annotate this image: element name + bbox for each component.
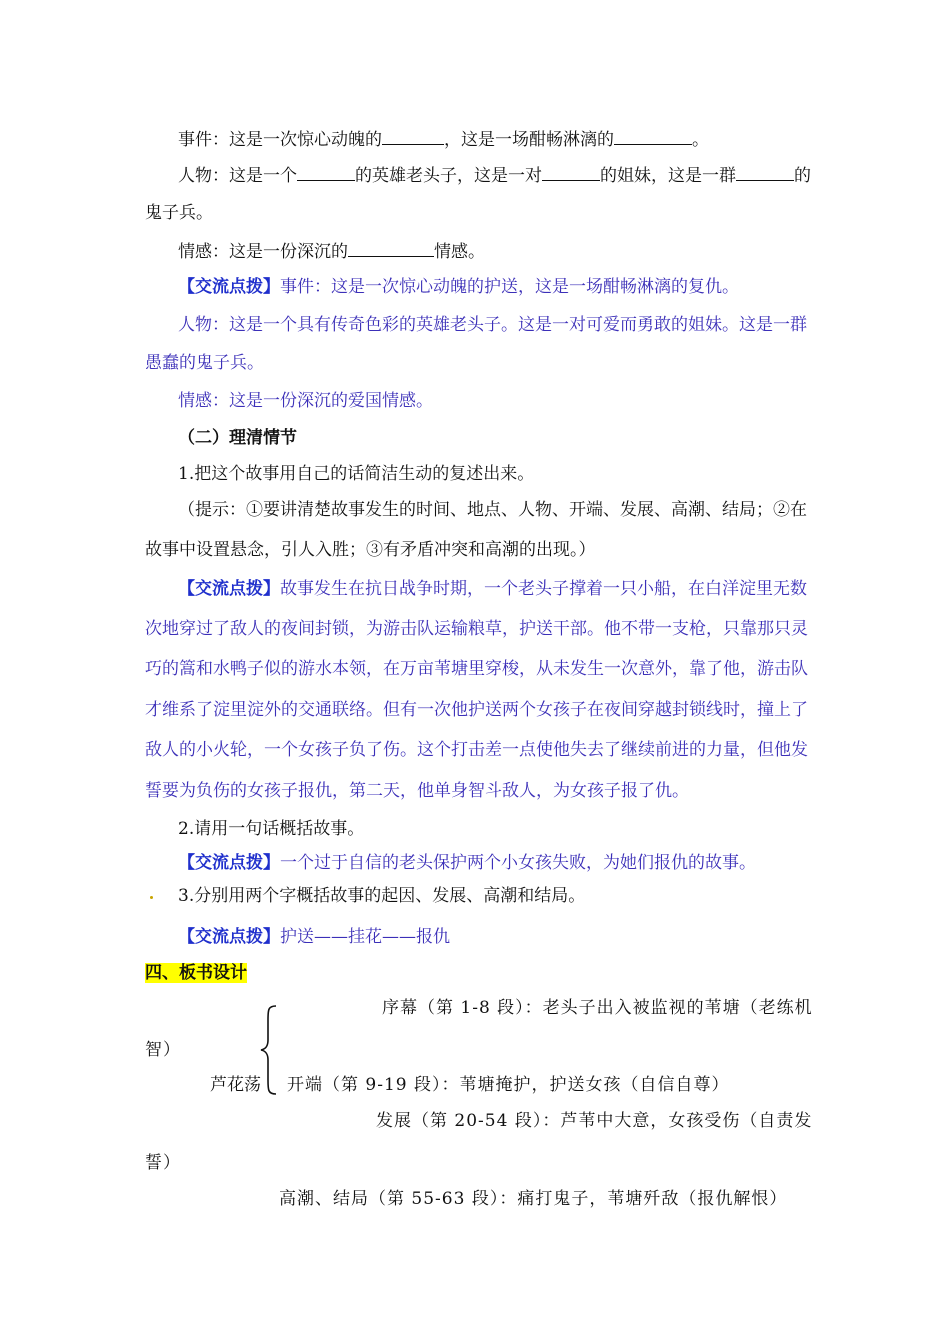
question-3: 3.分别用两个字概括故事的起因、发展、高潮和结局。 bbox=[178, 886, 586, 906]
person-text-c: 的姐妹，这是一群 bbox=[600, 166, 736, 186]
answer-q3 bbox=[178, 926, 450, 948]
hint-line-1: （提示：①要讲清楚故事发生的时间、地点、人物、开端、发展、高潮、结局；②在 bbox=[178, 500, 807, 520]
answer-q2-text: 一个过于自信的老头保护两个小女孩失败，为她们报仇的故事。 bbox=[280, 853, 756, 873]
answer-tag: 【交流点拨】 bbox=[178, 927, 280, 947]
event-text-c: 。 bbox=[692, 130, 709, 150]
answer-q1-line-4: 才维系了淀里淀外的交通联络。但有一次他护送两个女孩子在夜间穿越封锁线时，撞上了 bbox=[145, 700, 808, 720]
board-center-title: 芦花荡 bbox=[210, 1075, 261, 1095]
fill-event-line bbox=[178, 128, 709, 151]
emotion-text-b: 情感。 bbox=[434, 242, 485, 262]
question-1: 1.把这个故事用自己的话简洁生动的复述出来。 bbox=[178, 464, 535, 484]
answer-tag: 【交流点拨】 bbox=[178, 277, 280, 297]
board-heading-wrap bbox=[145, 962, 247, 984]
board-heading: 四、板书设计 bbox=[145, 963, 247, 983]
blank-event-2 bbox=[614, 128, 692, 145]
answer-q3-text: 护送——挂花——报仇 bbox=[280, 927, 450, 947]
board-item-3-b: 誓） bbox=[145, 1153, 181, 1173]
answer1-event bbox=[178, 276, 739, 298]
answer1-person-line-1: 人物：这是一个具有传奇色彩的英雄老头子。这是一对可爱而勇敢的姐妹。这是一群 bbox=[178, 315, 807, 335]
answer1-emotion: 情感：这是一份深沉的爱国情感。 bbox=[178, 391, 433, 411]
board-item-2: 开端（第 9-19 段）：苇塘掩护，护送女孩（自信自尊） bbox=[287, 1075, 730, 1095]
person-text-b: 的英雄老头子，这是一对 bbox=[355, 166, 542, 186]
blank-event-1 bbox=[382, 128, 444, 145]
answer-q1-line-1 bbox=[178, 578, 807, 600]
event-text-b: ，这是一场酣畅淋漓的 bbox=[444, 130, 614, 150]
fill-person-line bbox=[178, 164, 811, 187]
board-item-3-a: 发展（第 20-54 段）：芦苇中大意，女孩受伤（自责发 bbox=[376, 1111, 813, 1131]
stray-mark bbox=[150, 896, 153, 899]
answer-q1-line-2: 次地穿过了敌人的夜间封锁，为游击队运输粮草，护送干部。他不带一支枪，只靠那只灵 bbox=[145, 619, 808, 639]
answer-tag: 【交流点拨】 bbox=[178, 579, 280, 599]
person-text-d: 的 bbox=[794, 166, 811, 186]
answer-q1-text-1: 故事发生在抗日战争时期，一个老头子撑着一只小船，在白洋淀里无数 bbox=[280, 579, 807, 599]
board-item-4: 高潮、结局（第 55-63 段）：痛打鬼子，苇塘歼敌（报仇解恨） bbox=[279, 1189, 788, 1209]
event-text-a: 事件：这是一次惊心动魄的 bbox=[178, 130, 382, 150]
blank-person-1 bbox=[297, 164, 355, 181]
answer-q1-line-6: 誓要为负伤的女孩子报仇，第二天，他单身智斗敌人，为女孩子报了仇。 bbox=[145, 781, 689, 801]
person-text-a: 人物：这是一个 bbox=[178, 166, 297, 186]
blank-emotion bbox=[348, 240, 434, 257]
answer-q1-line-5: 敌人的小火轮，一个女孩子负了伤。这个打击差一点使他失去了继续前进的力量，但他发 bbox=[145, 740, 808, 760]
hint-line-2: 故事中设置悬念，引人入胜；③有矛盾冲突和高潮的出现。） bbox=[145, 540, 596, 560]
blank-person-2 bbox=[542, 164, 600, 181]
answer-q2 bbox=[178, 852, 756, 874]
answer1-person-line-2: 愚蠢的鬼子兵。 bbox=[145, 353, 264, 373]
board-item-1-a: 序幕（第 1-8 段）：老头子出入被监视的苇塘（老练机 bbox=[382, 998, 813, 1018]
blank-person-3 bbox=[736, 164, 794, 181]
answer-q1-line-3: 巧的篙和水鸭子似的游水本领，在万亩苇塘里穿梭，从未发生一次意外，靠了他，游击队 bbox=[145, 659, 808, 679]
fill-emotion-line bbox=[178, 240, 485, 263]
curly-brace-icon bbox=[258, 1004, 280, 1096]
emotion-text-a: 情感：这是一份深沉的 bbox=[178, 242, 348, 262]
board-item-1-b: 智） bbox=[145, 1040, 181, 1060]
answer1-event-text: 事件：这是一次惊心动魄的护送，这是一场酣畅淋漓的复仇。 bbox=[280, 277, 739, 297]
answer-tag: 【交流点拨】 bbox=[178, 853, 280, 873]
fill-person-line-2: 鬼子兵。 bbox=[145, 203, 213, 223]
question-2: 2.请用一句话概括故事。 bbox=[178, 819, 365, 839]
section-title: （二）理清情节 bbox=[178, 428, 297, 448]
